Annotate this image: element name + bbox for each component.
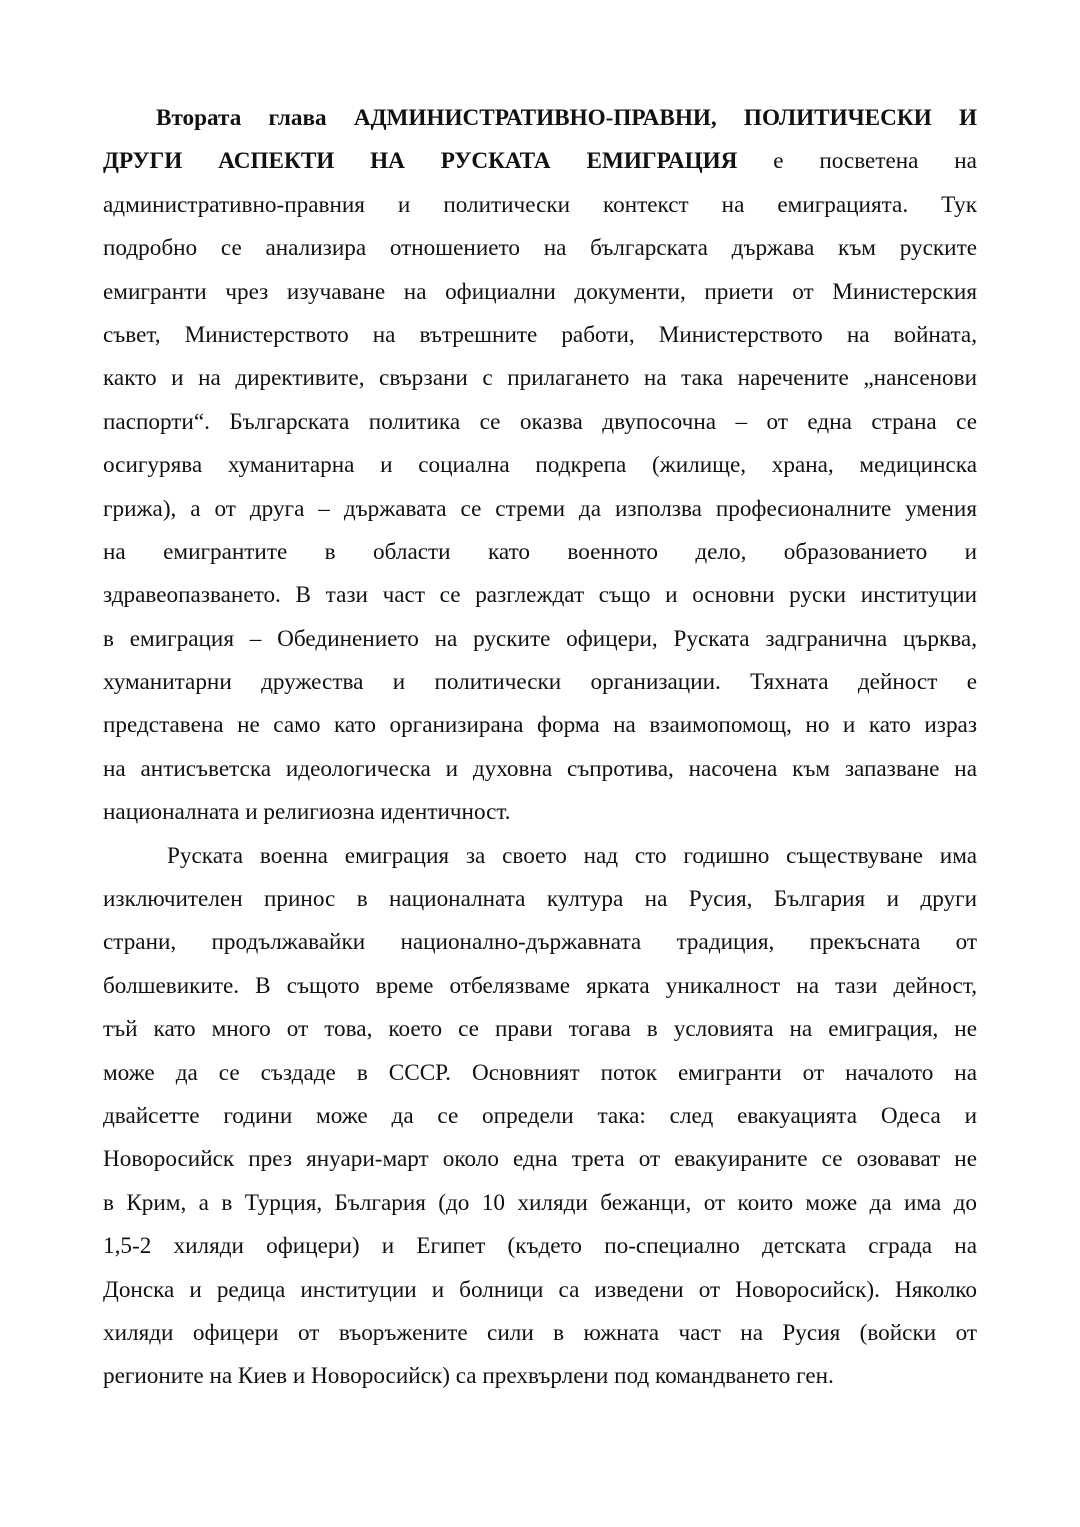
- text-segment: подробно се анализира отношението на българската държава към руските: [103, 235, 977, 262]
- text-line: [103, 1138, 977, 1181]
- text-segment: страни, продължавайки национално-държавната традиция, прекъсната от: [103, 929, 977, 956]
- text-line: [103, 1269, 977, 1312]
- bold-heading-text: Втората глава АДМИНИСТРАТИВНО-ПРАВНИ, ПОЛИТИЧЕСКИ И: [156, 105, 977, 131]
- text-segment: както и на директивите, свързани с прилагането на така наречените „нансенови: [103, 365, 977, 392]
- text-line: [103, 835, 977, 878]
- text-segment: емигранти чрез изучаване на официални документи, приети от Министерския: [103, 278, 977, 305]
- text-segment: тъй като много от това, което се прави тогава в условията на емиграция, не: [103, 1016, 977, 1043]
- body-text: [103, 97, 977, 1399]
- paragraph: [103, 97, 977, 835]
- paragraph: [103, 835, 977, 1399]
- text-line: [103, 97, 977, 140]
- text-segment: изключителен принос в националната култура на Русия, България и други: [103, 886, 977, 913]
- text-line: [103, 314, 977, 357]
- text-segment: на емигрантите в области като военното дело, образованието и: [103, 538, 977, 565]
- text-segment: в Крим, а в Турция, България (до 10 хиляди бежанци, от които може да има до: [103, 1189, 977, 1216]
- text-segment: болшевиките. В същото време отбелязваме ярката уникалност на тази дейност,: [103, 972, 977, 999]
- text-segment: регионите на Киев и Новоросийск) са прехвърлени под командването ген.: [103, 1363, 834, 1390]
- text-line: [103, 1355, 977, 1398]
- text-line: [103, 748, 977, 791]
- text-line: [103, 704, 977, 747]
- text-segment: националната и религиозна идентичност.: [103, 799, 511, 826]
- text-line: [103, 488, 977, 531]
- text-line: [103, 184, 977, 227]
- text-line: [103, 921, 977, 964]
- text-line: [103, 1052, 977, 1095]
- text-line: [103, 1225, 977, 1268]
- text-segment: административно-правния и политически контекст на емиграцията. Тук: [103, 191, 977, 218]
- text-segment: Донска и редица институции и болници са изведени от Новоросийск). Няколко: [103, 1276, 977, 1303]
- text-segment: съвет, Министерството на вътрешните работи, Министерството на войната,: [103, 321, 977, 348]
- bold-heading-text: ДРУГИ АСПЕКТИ НА РУСКАТА ЕМИГРАЦИЯ: [103, 148, 738, 175]
- text-segment: здравеопазването. В тази част се разглеждат също и основни руски институции: [103, 582, 977, 609]
- text-segment: Новоросийск през януари-март около една трета от евакуираните се озовават не: [103, 1146, 977, 1173]
- text-line: [103, 444, 977, 487]
- text-segment: хуманитарни дружества и политически организации. Тяхната дейност е: [103, 669, 977, 696]
- text-segment: 1,5-2 хиляди офицери) и Египет (където по-специално детската сграда на: [103, 1233, 977, 1260]
- text-line: [103, 1095, 977, 1138]
- text-line: [103, 531, 977, 574]
- text-line: [103, 661, 977, 704]
- text-segment: Руската военна емиграция за своето над сто годишно съществуване има: [167, 842, 977, 869]
- text-segment: хиляди офицери от въоръжените сили в южната част на Русия (войски от: [103, 1319, 977, 1346]
- text-line: [103, 227, 977, 270]
- text-segment: може да се създаде в СССР. Основният поток емигранти от началото на: [103, 1059, 977, 1086]
- text-line: [103, 1182, 977, 1225]
- text-line: [103, 574, 977, 617]
- text-segment: в емиграция – Обединението на руските офицери, Руската задгранична църква,: [103, 625, 977, 652]
- text-segment: паспорти“. Българската политика се оказва двупосочна – от една страна се: [103, 408, 977, 435]
- text-line: [103, 791, 977, 834]
- text-line: [103, 618, 977, 661]
- text-segment: двайсетте години може да се определи така: след евакуацията Одеса и: [103, 1102, 977, 1129]
- text-segment: осигурява хуманитарна и социална подкрепа (жилище, храна, медицинска: [103, 452, 977, 479]
- text-segment: е посветена на: [737, 148, 977, 175]
- text-line: [103, 878, 977, 921]
- text-line: [103, 140, 977, 183]
- text-line: [103, 401, 977, 444]
- text-line: [103, 1312, 977, 1355]
- text-line: [103, 965, 977, 1008]
- text-line: [103, 271, 977, 314]
- text-segment: на антисъветска идеологическа и духовна съпротива, насочена към запазване на: [103, 755, 977, 782]
- text-line: [103, 357, 977, 400]
- text-line: [103, 1008, 977, 1051]
- text-segment: грижа), а от друга – държавата се стреми да използва професионалните умения: [103, 495, 977, 522]
- text-segment: представена не само като организирана форма на взаимопомощ, но и като израз: [103, 712, 977, 739]
